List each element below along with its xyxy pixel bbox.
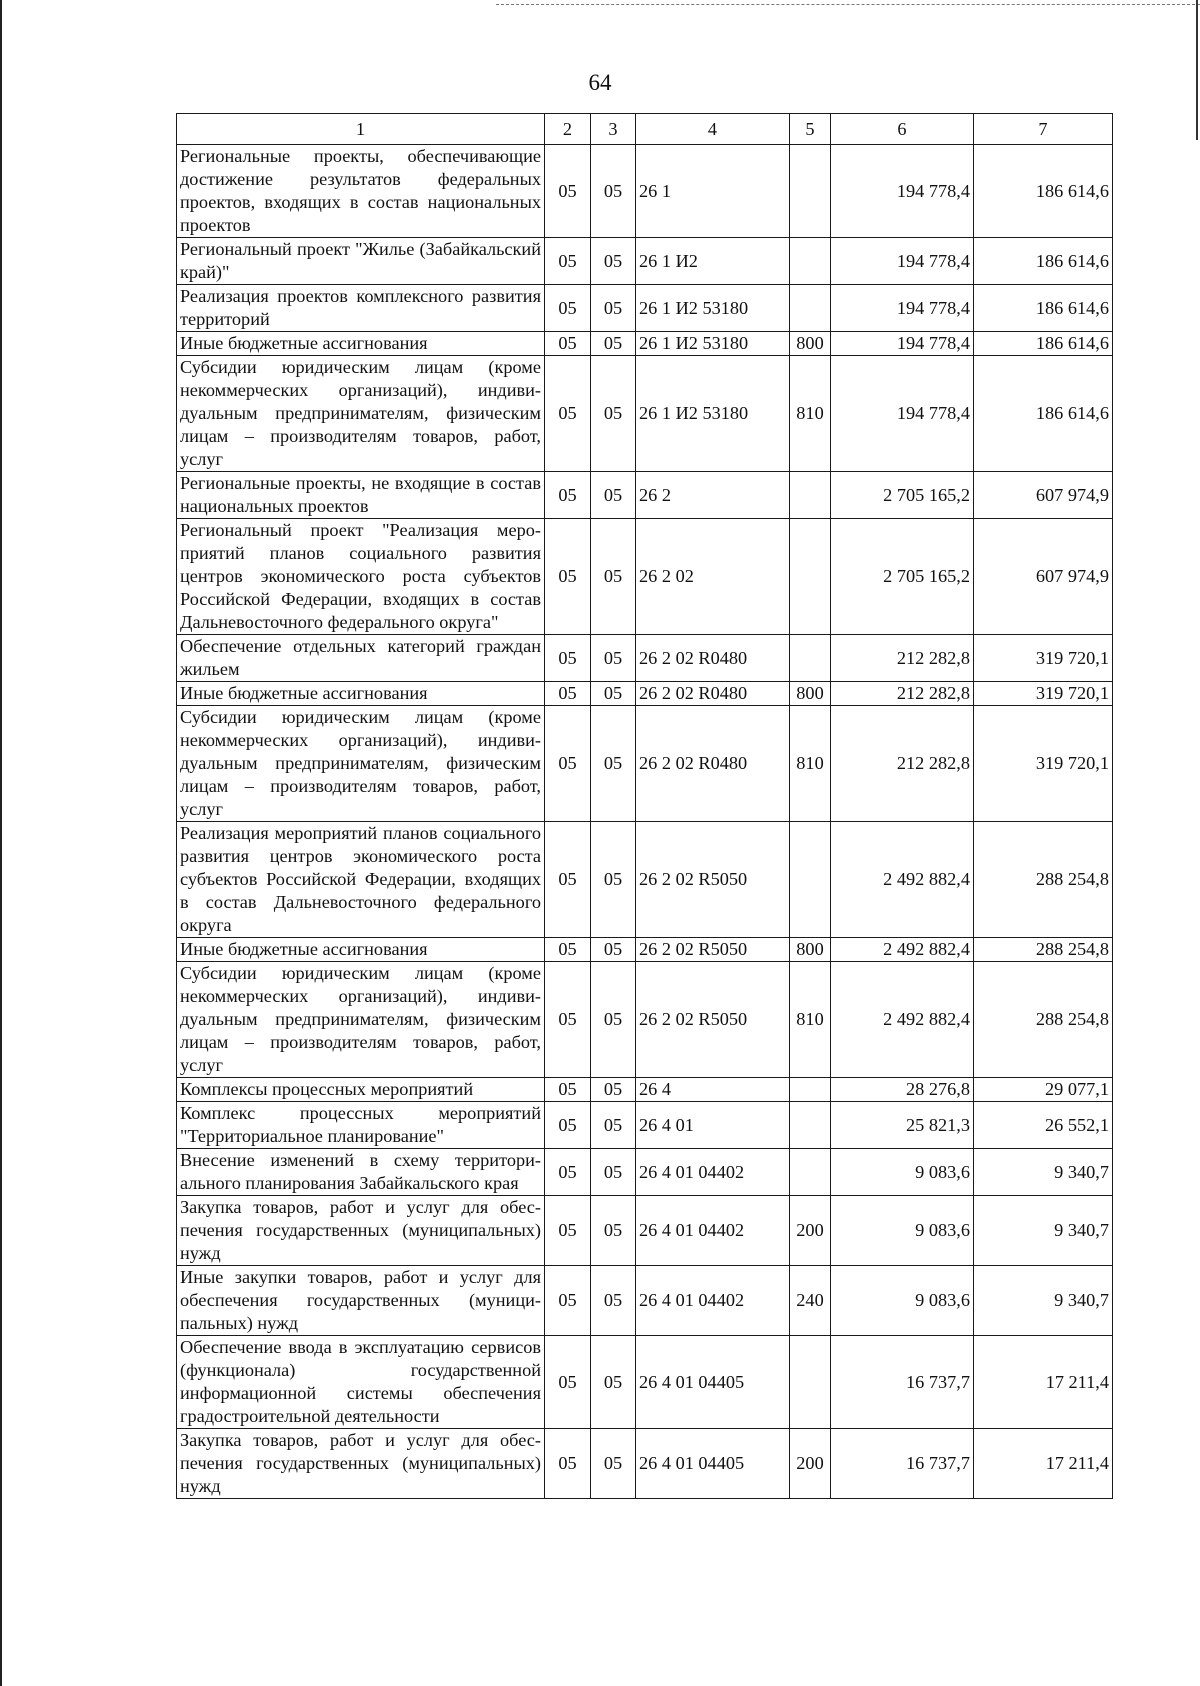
table-row	[177, 145, 1113, 238]
row-amount-year2-cell: 607 974,9	[974, 519, 1113, 635]
table-row	[177, 1078, 1113, 1102]
row-subsection-cell: 05	[591, 962, 636, 1078]
row-expense-type-cell: 800	[790, 938, 831, 962]
row-expense-type-cell: 810	[790, 356, 831, 472]
table-header	[177, 114, 1113, 145]
scan-edge-top	[496, 4, 1200, 6]
row-section-cell: 05	[545, 682, 591, 706]
row-name-cell: Закупка товаров, работ и услуг для обеспечения государственных (муниципальных) нужд	[177, 1429, 545, 1499]
row-expense-type-cell: 240	[790, 1266, 831, 1336]
row-amount-year1-cell: 2 492 882,4	[831, 962, 974, 1078]
header-col-4: 4	[636, 114, 790, 145]
row-subsection-cell: 05	[591, 285, 636, 332]
row-amount-year2-cell: 288 254,8	[974, 962, 1113, 1078]
row-subsection-cell: 05	[591, 635, 636, 682]
header-row	[177, 114, 1113, 145]
row-section-cell: 05	[545, 635, 591, 682]
row-expense-type-cell: 200	[790, 1196, 831, 1266]
row-amount-year2-cell: 319 720,1	[974, 706, 1113, 822]
row-target-article-cell: 26 4 01 04402	[636, 1196, 790, 1266]
page-number: 64	[588, 70, 612, 95]
row-amount-year1-cell: 2 492 882,4	[831, 938, 974, 962]
row-expense-type-cell	[790, 1102, 831, 1149]
row-target-article-cell: 26 1 И2 53180	[636, 332, 790, 356]
row-section-cell: 05	[545, 1078, 591, 1102]
row-amount-year2-cell: 288 254,8	[974, 938, 1113, 962]
row-section-cell: 05	[545, 285, 591, 332]
table-row	[177, 332, 1113, 356]
header-col-3: 3	[591, 114, 636, 145]
row-target-article-cell: 26 4 01	[636, 1102, 790, 1149]
row-amount-year1-cell: 16 737,7	[831, 1429, 974, 1499]
row-expense-type-cell: 800	[790, 332, 831, 356]
row-target-article-cell: 26 2 02 R0480	[636, 706, 790, 822]
row-amount-year1-cell: 16 737,7	[831, 1336, 974, 1429]
row-subsection-cell: 05	[591, 356, 636, 472]
row-expense-type-cell	[790, 1149, 831, 1196]
row-expense-type-cell	[790, 285, 831, 332]
scan-edge-left	[0, 0, 2, 1686]
row-target-article-cell: 26 2 02 R5050	[636, 938, 790, 962]
row-name-cell: Обеспечение ввода в эксплуатацию сервисов (функционала) государственной информационной системы обеспечения градостроительной деятельности	[177, 1336, 545, 1429]
row-subsection-cell: 05	[591, 472, 636, 519]
row-section-cell: 05	[545, 1336, 591, 1429]
table-row	[177, 682, 1113, 706]
row-amount-year1-cell: 9 083,6	[831, 1196, 974, 1266]
header-col-7: 7	[974, 114, 1113, 145]
row-amount-year2-cell: 186 614,6	[974, 356, 1113, 472]
row-expense-type-cell	[790, 1336, 831, 1429]
row-section-cell: 05	[545, 938, 591, 962]
table-row	[177, 519, 1113, 635]
row-target-article-cell: 26 2 02 R5050	[636, 962, 790, 1078]
row-name-cell: Иные бюджетные ассигнования	[177, 332, 545, 356]
row-target-article-cell: 26 1	[636, 145, 790, 238]
row-section-cell: 05	[545, 1149, 591, 1196]
row-amount-year2-cell: 186 614,6	[974, 332, 1113, 356]
row-expense-type-cell	[790, 822, 831, 938]
table-row	[177, 822, 1113, 938]
header-col-2: 2	[545, 114, 591, 145]
row-amount-year1-cell: 9 083,6	[831, 1149, 974, 1196]
row-amount-year1-cell: 194 778,4	[831, 145, 974, 238]
row-target-article-cell: 26 4 01 04405	[636, 1336, 790, 1429]
row-subsection-cell: 05	[591, 938, 636, 962]
row-name-cell: Иные бюджетные ассигнования	[177, 938, 545, 962]
row-subsection-cell: 05	[591, 1266, 636, 1336]
row-expense-type-cell	[790, 635, 831, 682]
table-row	[177, 1196, 1113, 1266]
row-section-cell: 05	[545, 238, 591, 285]
row-section-cell: 05	[545, 1196, 591, 1266]
row-amount-year1-cell: 28 276,8	[831, 1078, 974, 1102]
row-name-cell: Иные закупки товаров, работ и услуг для обеспечения государственных (муниципальных) нужд	[177, 1266, 545, 1336]
row-target-article-cell: 26 4 01 04405	[636, 1429, 790, 1499]
row-target-article-cell: 26 4 01 04402	[636, 1266, 790, 1336]
row-amount-year1-cell: 25 821,3	[831, 1102, 974, 1149]
row-section-cell: 05	[545, 962, 591, 1078]
row-name-cell: Иные бюджетные ассигнования	[177, 682, 545, 706]
row-target-article-cell: 26 2 02	[636, 519, 790, 635]
row-subsection-cell: 05	[591, 332, 636, 356]
row-name-cell: Комплекс процессных мероприятий "Территориальное планирование"	[177, 1102, 545, 1149]
row-section-cell: 05	[545, 145, 591, 238]
row-subsection-cell: 05	[591, 1429, 636, 1499]
row-amount-year1-cell: 2 492 882,4	[831, 822, 974, 938]
row-expense-type-cell: 200	[790, 1429, 831, 1499]
table-row	[177, 1429, 1113, 1499]
row-target-article-cell: 26 4 01 04402	[636, 1149, 790, 1196]
table-row	[177, 1266, 1113, 1336]
table-row	[177, 1149, 1113, 1196]
header-col-1: 1	[177, 114, 545, 145]
row-section-cell: 05	[545, 472, 591, 519]
row-section-cell: 05	[545, 1266, 591, 1336]
row-subsection-cell: 05	[591, 1196, 636, 1266]
row-amount-year1-cell: 9 083,6	[831, 1266, 974, 1336]
row-expense-type-cell	[790, 145, 831, 238]
row-expense-type-cell: 800	[790, 682, 831, 706]
row-expense-type-cell: 810	[790, 706, 831, 822]
row-amount-year1-cell: 212 282,8	[831, 635, 974, 682]
row-amount-year1-cell: 2 705 165,2	[831, 519, 974, 635]
row-expense-type-cell: 810	[790, 962, 831, 1078]
row-name-cell: Субсидии юридическим лицам (кроме некоммерческих организаций), индивидуальным предпринимателям, физическим лицам – производителям товаров, работ, услуг	[177, 356, 545, 472]
row-subsection-cell: 05	[591, 706, 636, 822]
table-body	[177, 145, 1113, 1499]
row-amount-year2-cell: 9 340,7	[974, 1149, 1113, 1196]
table-row	[177, 356, 1113, 472]
row-amount-year2-cell: 607 974,9	[974, 472, 1113, 519]
row-name-cell: Субсидии юридическим лицам (кроме некоммерческих организаций), индивидуальным предпринимателям, физическим лицам – производителям товаров, работ, услуг	[177, 706, 545, 822]
header-col-6: 6	[831, 114, 974, 145]
row-amount-year2-cell: 186 614,6	[974, 238, 1113, 285]
row-section-cell: 05	[545, 822, 591, 938]
row-name-cell: Региональные проекты, не входящие в состав национальных проектов	[177, 472, 545, 519]
row-amount-year1-cell: 194 778,4	[831, 332, 974, 356]
row-amount-year1-cell: 2 705 165,2	[831, 472, 974, 519]
row-subsection-cell: 05	[591, 145, 636, 238]
table-row	[177, 706, 1113, 822]
row-expense-type-cell	[790, 1078, 831, 1102]
header-col-5: 5	[790, 114, 831, 145]
row-amount-year2-cell: 319 720,1	[974, 635, 1113, 682]
row-amount-year1-cell: 212 282,8	[831, 682, 974, 706]
row-name-cell: Обеспечение отдельных категорий граждан жильем	[177, 635, 545, 682]
row-name-cell: Реализация проектов комплексного развития территорий	[177, 285, 545, 332]
budget-table	[176, 113, 1113, 1499]
row-subsection-cell: 05	[591, 682, 636, 706]
row-target-article-cell: 26 2	[636, 472, 790, 519]
row-name-cell: Региональные проекты, обеспечивающие достижение результатов федеральных проектов, входящих в состав национальных проектов	[177, 145, 545, 238]
row-amount-year2-cell: 29 077,1	[974, 1078, 1113, 1102]
row-subsection-cell: 05	[591, 1102, 636, 1149]
row-subsection-cell: 05	[591, 238, 636, 285]
table-row	[177, 1102, 1113, 1149]
row-amount-year2-cell: 17 211,4	[974, 1429, 1113, 1499]
row-subsection-cell: 05	[591, 822, 636, 938]
row-name-cell: Субсидии юридическим лицам (кроме некоммерческих организаций), индивидуальным предпринимателям, физическим лицам – производителям товаров, работ, услуг	[177, 962, 545, 1078]
row-amount-year1-cell: 194 778,4	[831, 356, 974, 472]
row-target-article-cell: 26 1 И2 53180	[636, 356, 790, 472]
row-amount-year2-cell: 186 614,6	[974, 145, 1113, 238]
row-target-article-cell: 26 2 02 R0480	[636, 682, 790, 706]
row-name-cell: Внесение изменений в схему территориального планирования Забайкальского края	[177, 1149, 545, 1196]
row-name-cell: Региональный проект "Жилье (Забайкальский край)"	[177, 238, 545, 285]
row-section-cell: 05	[545, 332, 591, 356]
row-amount-year2-cell: 9 340,7	[974, 1266, 1113, 1336]
row-subsection-cell: 05	[591, 519, 636, 635]
row-target-article-cell: 26 1 И2	[636, 238, 790, 285]
table-row	[177, 238, 1113, 285]
row-amount-year1-cell: 212 282,8	[831, 706, 974, 822]
row-subsection-cell: 05	[591, 1078, 636, 1102]
row-name-cell: Комплексы процессных мероприятий	[177, 1078, 545, 1102]
row-name-cell: Реализация мероприятий планов социального развития центров экономического роста субъектов Российской Федерации, входящих в состав Дальневосточного федерального округа	[177, 822, 545, 938]
table-row	[177, 472, 1113, 519]
row-target-article-cell: 26 2 02 R5050	[636, 822, 790, 938]
row-section-cell: 05	[545, 356, 591, 472]
row-target-article-cell: 26 1 И2 53180	[636, 285, 790, 332]
row-amount-year2-cell: 9 340,7	[974, 1196, 1113, 1266]
row-amount-year2-cell: 319 720,1	[974, 682, 1113, 706]
row-expense-type-cell	[790, 519, 831, 635]
table-row	[177, 285, 1113, 332]
row-subsection-cell: 05	[591, 1336, 636, 1429]
row-name-cell: Региональный проект "Реализация мероприятий планов социального развития центров экономического роста субъектов Российской Федерации, входящих в состав Дальневосточного федерального округа"	[177, 519, 545, 635]
row-expense-type-cell	[790, 472, 831, 519]
row-amount-year2-cell: 288 254,8	[974, 822, 1113, 938]
row-amount-year2-cell: 26 552,1	[974, 1102, 1113, 1149]
row-amount-year1-cell: 194 778,4	[831, 238, 974, 285]
table-row	[177, 938, 1113, 962]
row-amount-year2-cell: 186 614,6	[974, 285, 1113, 332]
row-expense-type-cell	[790, 238, 831, 285]
row-section-cell: 05	[545, 519, 591, 635]
row-amount-year1-cell: 194 778,4	[831, 285, 974, 332]
row-subsection-cell: 05	[591, 1149, 636, 1196]
table-row	[177, 962, 1113, 1078]
row-name-cell: Закупка товаров, работ и услуг для обеспечения государственных (муниципальных) нужд	[177, 1196, 545, 1266]
row-section-cell: 05	[545, 1429, 591, 1499]
row-section-cell: 05	[545, 1102, 591, 1149]
table-row	[177, 635, 1113, 682]
row-target-article-cell: 26 2 02 R0480	[636, 635, 790, 682]
table-row	[177, 1336, 1113, 1429]
row-section-cell: 05	[545, 706, 591, 822]
row-amount-year2-cell: 17 211,4	[974, 1336, 1113, 1429]
row-target-article-cell: 26 4	[636, 1078, 790, 1102]
